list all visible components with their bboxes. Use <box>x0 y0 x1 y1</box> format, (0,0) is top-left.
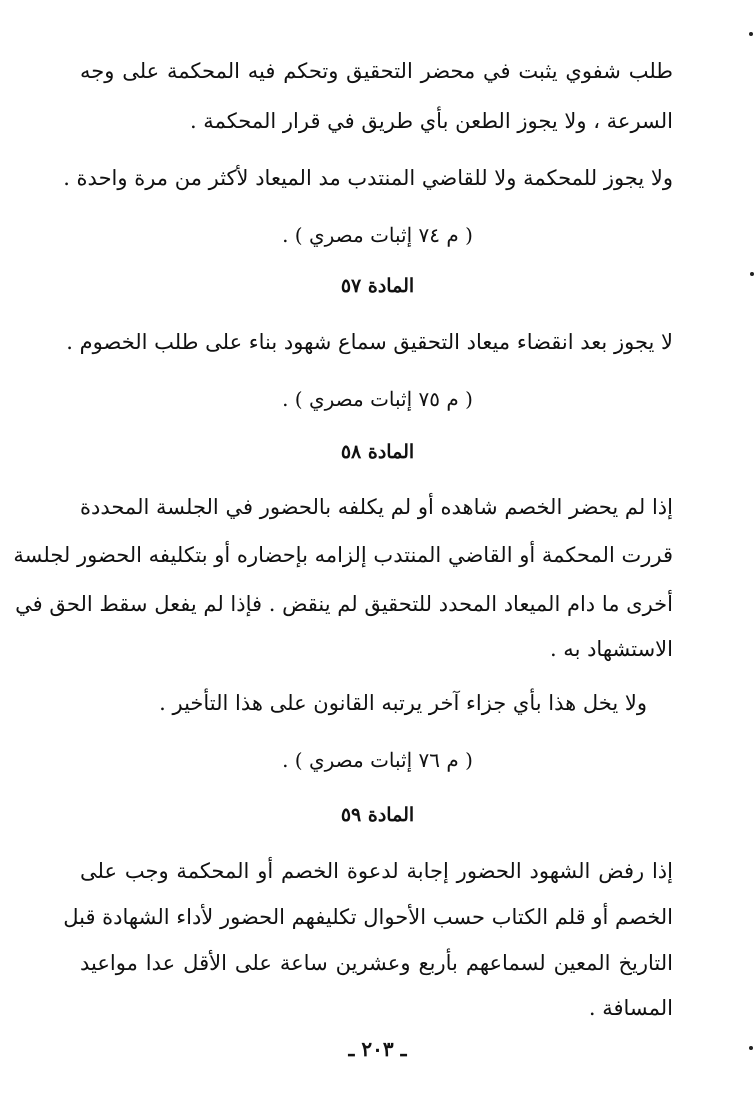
paragraph-line: الخصم أو قلم الكتاب حسب الأحوال تكليفهم الحضور لأداء الشهادة قبل <box>63 905 673 929</box>
paragraph-line: ولا يجوز للمحكمة ولا للقاضي المنتدب مد الميعاد لأكثر من مرة واحدة . <box>63 166 673 190</box>
article-reference: ( م ٧٥ إثبات مصري ) . <box>282 387 473 411</box>
scan-speck <box>749 1046 753 1050</box>
paragraph-line: الاستشهاد به . <box>549 637 673 661</box>
paragraph-line: إذا رفض الشهود الحضور إجابة لدعوة الخصم أو المحكمة وجب على <box>80 859 673 883</box>
paragraph-line: ولا يخل هذا بأي جزاء آخر يرتبه القانون على هذا التأخير . <box>159 691 647 715</box>
paragraph-line: لا يجوز بعد انقضاء ميعاد التحقيق سماع شهود بناء على طلب الخصوم . <box>66 330 673 354</box>
article-heading: المادة ٥٧ <box>340 275 415 297</box>
article-heading: المادة ٥٨ <box>340 441 415 463</box>
paragraph-line: أخرى ما دام الميعاد المحدد للتحقيق لم ينقض . فإذا لم يفعل سقط الحق في <box>15 592 673 616</box>
paragraph-line: المسافة . <box>588 996 673 1020</box>
paragraph-line: السرعة ، ولا يجوز الطعن بأي طريق في قرار المحكمة . <box>189 109 673 133</box>
paragraph-line: طلب شفوي يثبت في محضر التحقيق وتحكم فيه المحكمة على وجه <box>80 59 673 83</box>
scan-speck <box>750 272 754 276</box>
article-reference: ( م ٧٦ إثبات مصري ) . <box>282 748 473 772</box>
paragraph-line: قررت المحكمة أو القاضي المنتدب إلزامه بإحضاره أو بتكليفه الحضور لجلسة <box>13 543 673 567</box>
article-heading: المادة ٥٩ <box>340 804 415 826</box>
article-reference: ( م ٧٤ إثبات مصري ) . <box>282 223 473 247</box>
paragraph-line: التاريخ المعين لسماعهم بأربع وعشرين ساعة على الأقل عدا مواعيد <box>80 951 673 975</box>
scan-speck <box>749 32 753 36</box>
paragraph-line: إذا لم يحضر الخصم شاهده أو لم يكلفه بالحضور في الجلسة المحددة <box>80 495 673 519</box>
page-number: ـ ٢٠٣ ـ <box>348 1037 407 1061</box>
